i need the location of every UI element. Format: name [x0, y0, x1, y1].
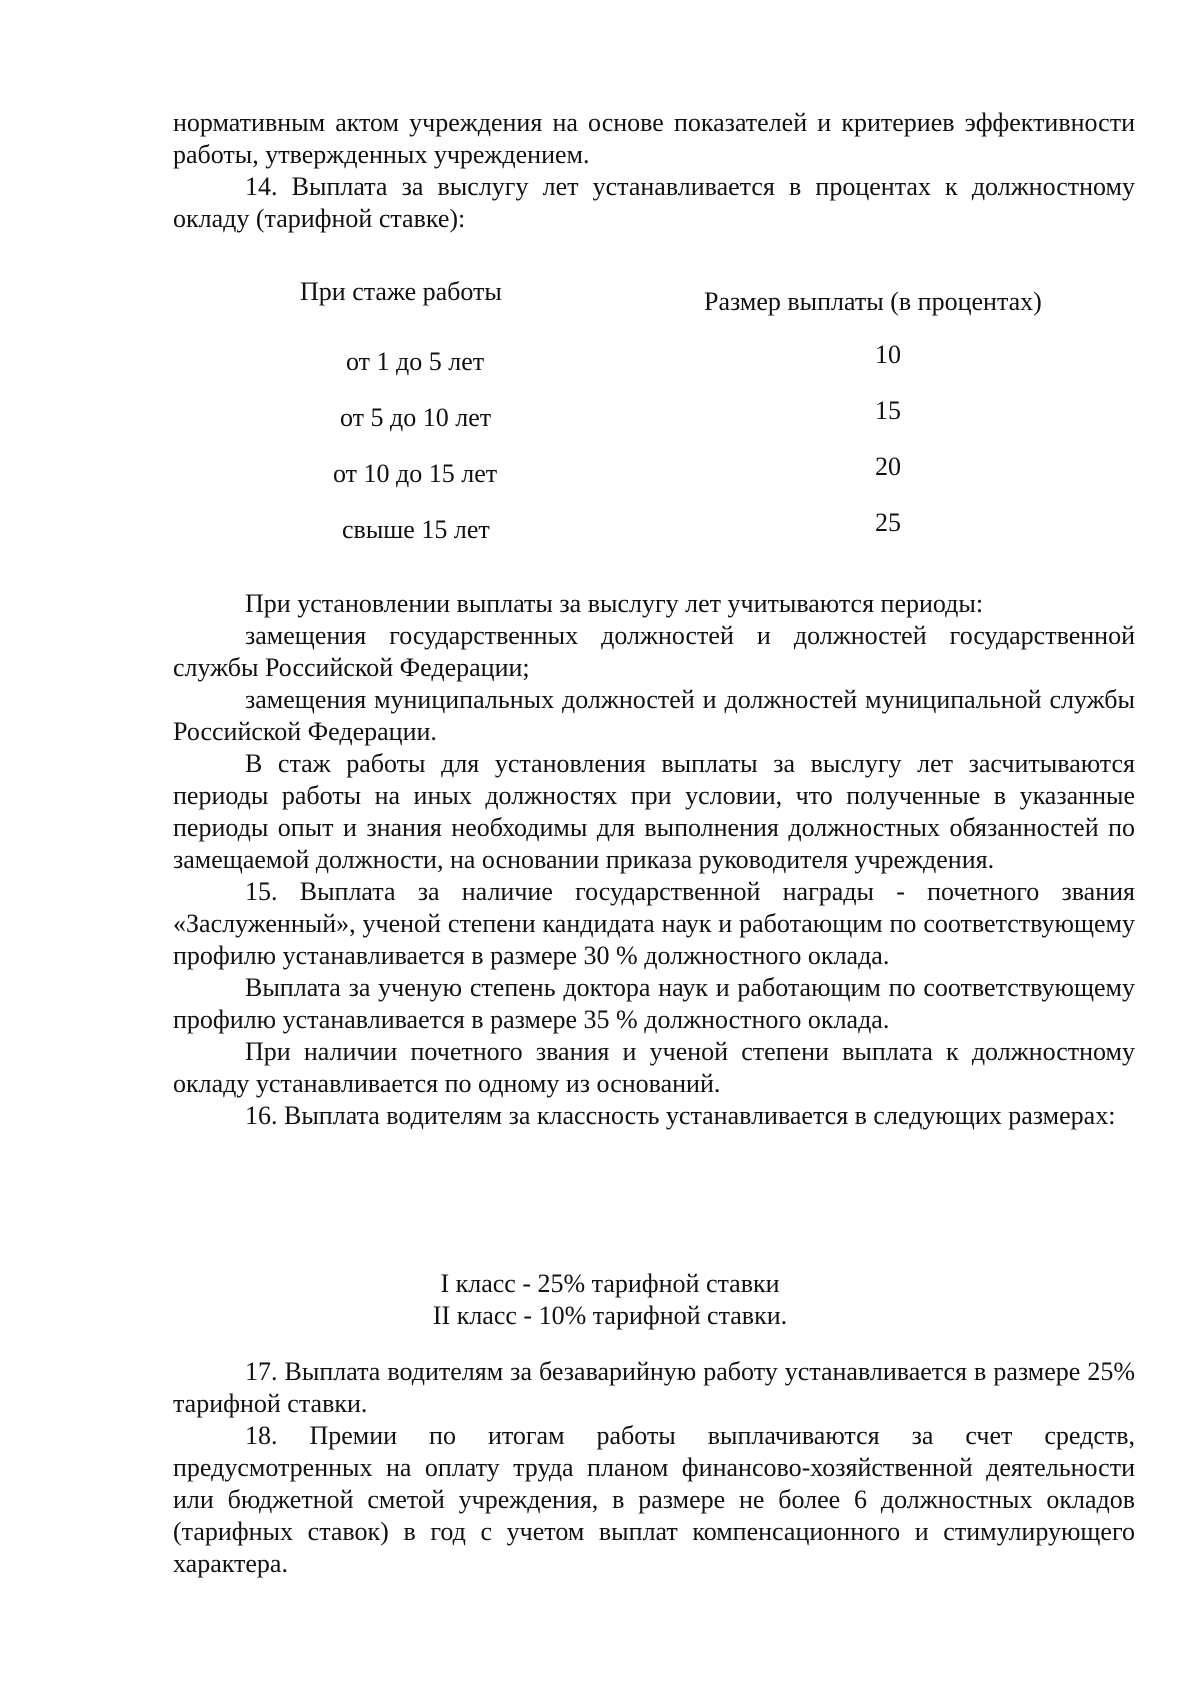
table-row-period: от 1 до 5 лет: [346, 347, 485, 376]
paragraph-17: 17. Выплата водителям за безаварийную работу устанавливается в размере 25% тарифной ставки.: [173, 1357, 1135, 1418]
paragraph-16: 16. Выплата водителям за классность устанавливается в следующих размерах:: [245, 1101, 1116, 1130]
table-row-percent: 15: [875, 396, 901, 425]
periods-lead: При установлении выплаты за выслугу лет учитываются периоды:: [245, 589, 984, 618]
period-item-state: замещения государственных должностей и должностей государственной службы Российской Федерации;: [173, 621, 1135, 682]
table-row-period: от 5 до 10 лет: [340, 403, 492, 432]
paragraph-both-grounds: При наличии почетного звания и ученой степени выплата к должностному окладу устанавливается по одному из оснований.: [173, 1037, 1135, 1098]
table-header-period: При стаже работы: [300, 277, 502, 306]
period-item-municipal: замещения муниципальных должностей и должностей муниципальной службы Российской Федерации.: [173, 685, 1135, 746]
closing-section: [173, 1356, 1135, 1580]
intro-section: [173, 107, 1135, 235]
table-row-percent: 10: [875, 340, 901, 369]
table-row-period: свыше 15 лет: [342, 515, 490, 544]
paragraph-14: 14. Выплата за выслугу лет устанавливается в процентах к должностному окладу (тарифной ставке):: [173, 172, 1135, 233]
paragraph-15: 15. Выплата за наличие государственной награды - почетного звания «Заслуженный», ученой степени кандидата наук и работающим по соответствующему профилю устанавливается в размере 30 % должностного оклада.: [173, 877, 1135, 970]
table-row-period: от 10 до 15 лет: [333, 459, 498, 488]
paragraph-continuation: нормативным актом учреждения на основе показателей и критериев эффективности работы, утвержденных учреждением.: [173, 108, 1135, 169]
paragraph-stazh: В стаж работы для установления выплаты за выслугу лет засчитываются периоды работы на иных должностях при условии, что полученные в указанные периоды опыт и знания необходимы для выполнения должностных обязанностей по замещаемой должности, на основании приказа руководителя учреждения.: [173, 749, 1135, 874]
paragraph-doctor: Выплата за ученую степень доктора наук и работающим по соответствующему профилю устанавливается в размере 35 % должностного оклада.: [173, 973, 1135, 1034]
table-row-percent: 20: [875, 452, 901, 481]
driver-class-1: I класс - 25% тарифной ставки: [440, 1269, 780, 1298]
paragraph-18: 18. Премии по итогам работы выплачиваются за счет средств, предусмотренных на оплату труда планом финансово-хозяйственной деятельности или бюджетной сметой учреждения, в размере не более 6 должностных окладов (тарифных ставок) в год с учетом выплат компенсационного и стимулирующего характера.: [173, 1421, 1135, 1578]
table-row-percent: 25: [875, 508, 901, 537]
table-header-percent: Размер выплаты (в процентах): [704, 287, 1042, 316]
driver-class-2: II класс - 10% тарифной ставки.: [432, 1301, 788, 1330]
periods-section: [173, 588, 1135, 1132]
